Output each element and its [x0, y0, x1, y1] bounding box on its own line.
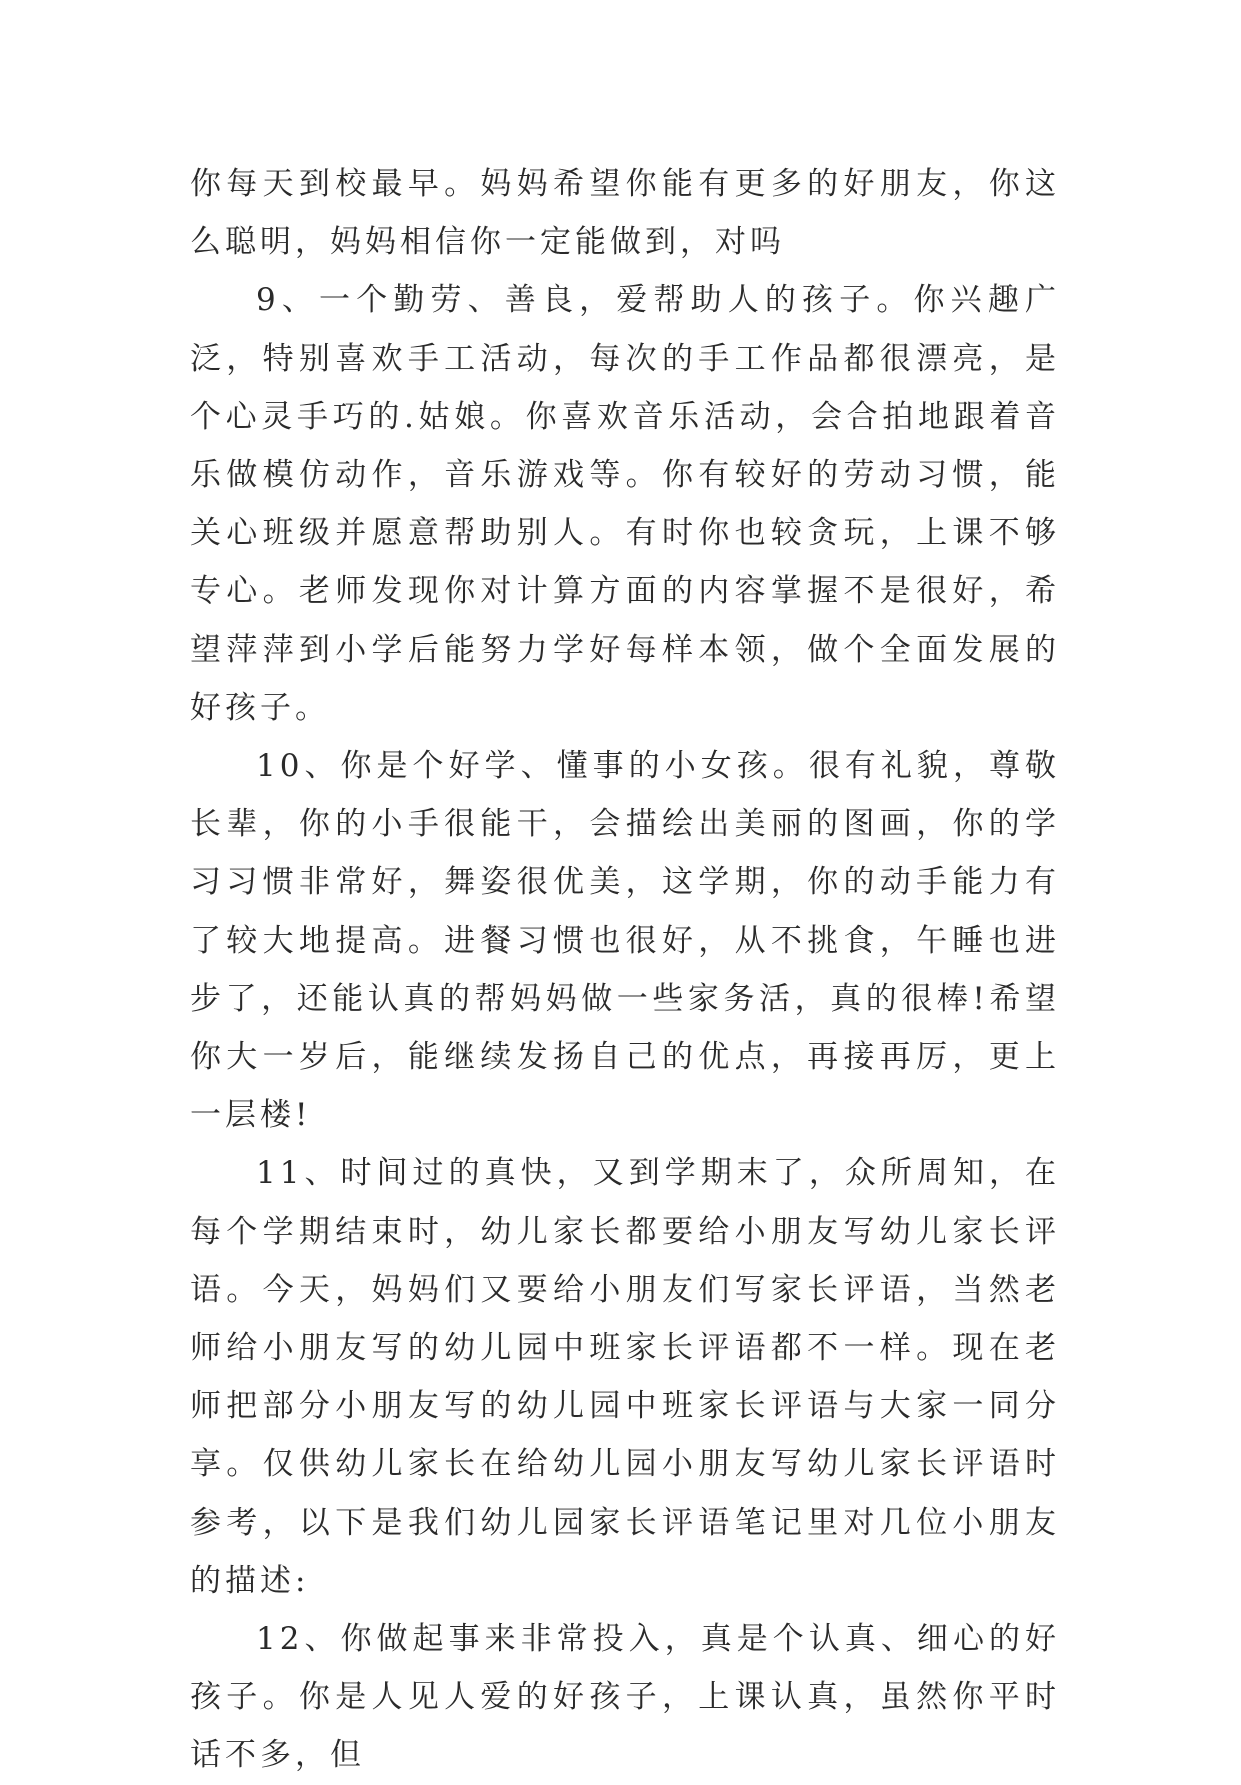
document-body — [190, 155, 1060, 1785]
paragraph-item-12: 12、你做起事来非常投入，真是个认真、细心的好孩子。你是人见人爱的好孩子，上课认真，虽然你平时话不多，但 — [190, 1621, 1060, 1774]
paragraph-item-9: 9、一个勤劳、善良，爱帮助人的孩子。你兴趣广泛，特别喜欢手工活动，每次的手工作品都很漂亮，是个心灵手巧的.姑娘。你喜欢音乐活动，会合拍地跟着音乐做模仿动作，音乐游戏等。你有较好的劳动习惯，能关心班级并愿意帮助别人。有时你也较贪玩，上课不够专心。老师发现你对计算方面的内容掌握不是很好，希望萍萍到小学后能努力学好每样本领，做个全面发展的好孩子。 — [190, 282, 1060, 726]
paragraph-item-10: 10、你是个好学、懂事的小女孩。很有礼貌，尊敬长辈，你的小手很能干，会描绘出美丽的图画，你的学习习惯非常好，舞姿很优美，这学期，你的动手能力有了较大地提高。进餐习惯也很好，从不挑食，午睡也进步了，还能认真的帮妈妈做一些家务活，真的很棒!希望你大一岁后，能继续发扬自己的优点，再接再厉，更上一层楼! — [190, 748, 1060, 1134]
paragraph-continuation: 你每天到校最早。妈妈希望你能有更多的好朋友，你这么聪明，妈妈相信你一定能做到，对吗 — [190, 166, 1060, 261]
paragraph-item-11: 11、时间过的真快，又到学期末了，众所周知，在每个学期结束时，幼儿家长都要给小朋友写幼儿家长评语。今天，妈妈们又要给小朋友们写家长评语，当然老师给小朋友写的幼儿园中班家长评语都不一样。现在老师把部分小朋友写的幼儿园中班家长评语与大家一同分享。仅供幼儿家长在给幼儿园小朋友写幼儿家长评语时参考，以下是我们幼儿园家长评语笔记里对几位小朋友的描述: — [190, 1155, 1060, 1599]
